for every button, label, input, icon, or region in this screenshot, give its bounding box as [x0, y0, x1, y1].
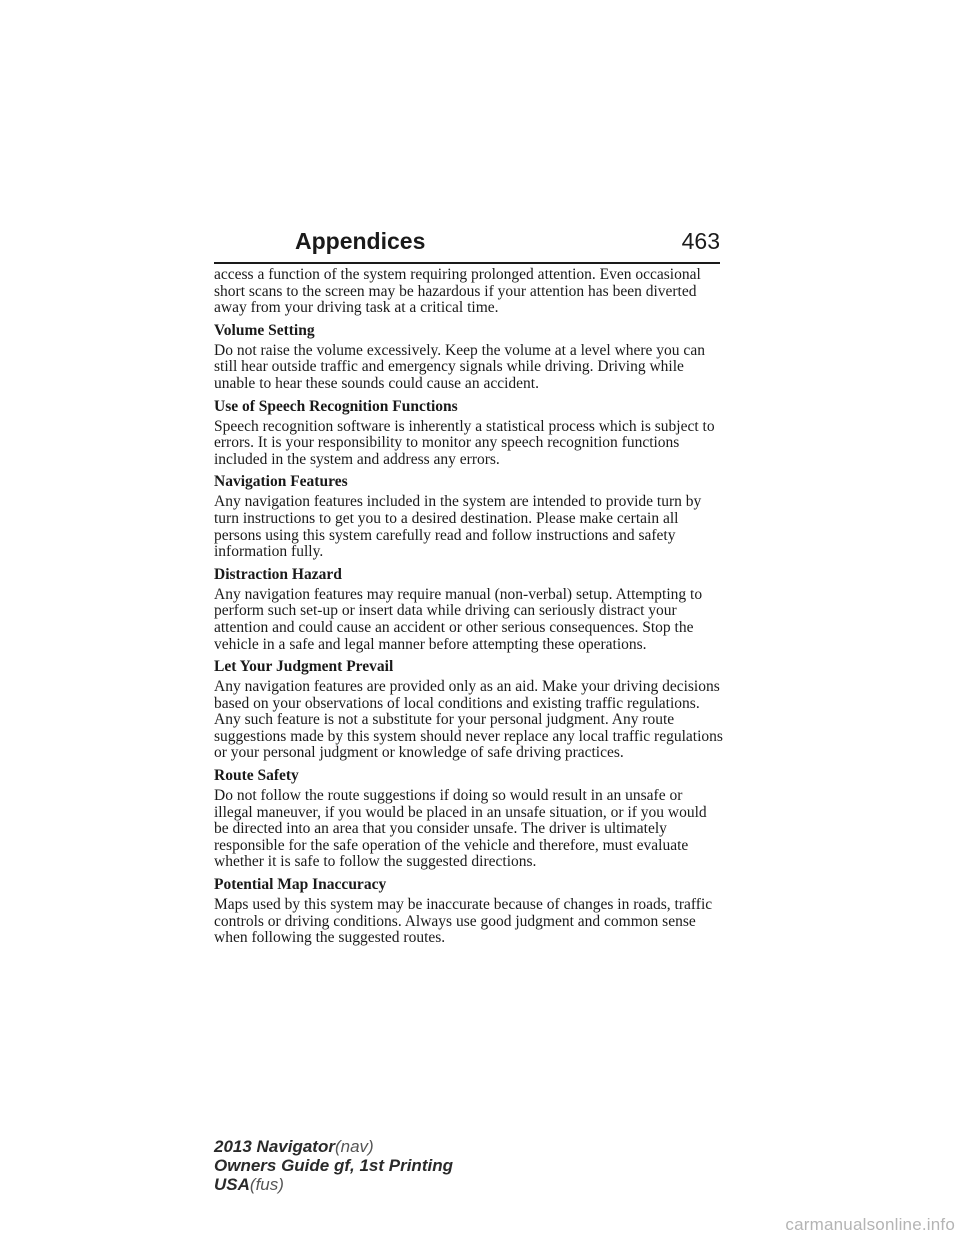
- footer-model-code: (nav): [334, 1137, 374, 1156]
- footer-line-market: [214, 1175, 453, 1194]
- footer-market: USA: [214, 1175, 250, 1194]
- footer-line-model: [214, 1137, 453, 1156]
- header-divider: [214, 262, 720, 264]
- footer-printing: Owners Guide gf, 1st Printing: [214, 1156, 453, 1175]
- section-paragraph: Speech recognition software is inherently a statistical process which is subject to errors. It is your responsibility to monitor any speech recognition functions included in the system and address any errors.: [214, 417, 715, 468]
- page-number: 463: [681, 228, 720, 254]
- section-heading: Distraction Hazard: [214, 565, 342, 583]
- intro-paragraph: access a function of the system requiring prolonged attention. Even occasional short scans to the screen may be hazardous if your attention has been diverted away from your driving task at a critical time.: [214, 266, 701, 317]
- section-paragraph: Maps used by this system may be inaccurate because of changes in roads, traffic controls or driving conditions. Always use good judgment and common sense when following the suggested routes.: [214, 896, 713, 947]
- site-watermark: carmanualsonline.info: [785, 1215, 955, 1234]
- page-body: [214, 267, 724, 952]
- print-footer: [214, 1137, 453, 1194]
- section-title: Appendices: [295, 228, 426, 254]
- section-heading: Potential Map Inaccuracy: [214, 876, 387, 894]
- section-heading: Navigation Features: [214, 473, 348, 491]
- section-heading: Let Your Judgment Prevail: [214, 658, 394, 676]
- section-paragraph: Any navigation features may require manual (non-verbal) setup. Attempting to perform such set-up or insert data while driving can seriously distract your attention and could cause an accident or other serious consequences. Stop the vehicle in a safe and legal manner before attempting these operations.: [214, 585, 703, 653]
- section-heading: Volume Setting: [214, 321, 315, 339]
- page-header: [214, 228, 720, 260]
- section-paragraph: Do not raise the volume excessively. Keep the volume at a level where you can still hear outside traffic and emergency signals while driving. Driving while unable to hear these sounds could cause an accident.: [214, 341, 705, 392]
- footer-market-code: (fus): [249, 1175, 284, 1194]
- section-paragraph: Do not follow the route suggestions if doing so would result in an unsafe or illegal maneuver, if you would be placed in an unsafe situation, or if you would be directed into an area that you consider unsafe. The driver is ultimately responsible for the safe operation of the vehicle and therefore, must evaluate whether it is safe to follow the suggested directions.: [214, 787, 707, 871]
- section-heading: Route Safety: [214, 767, 299, 785]
- section-heading: Use of Speech Recognition Functions: [214, 397, 458, 415]
- footer-model: 2013 Navigator: [214, 1137, 335, 1156]
- section-paragraph: Any navigation features included in the system are intended to provide turn by turn instructions to get you to a desired destination. Please make certain all persons using this system carefully read and follow instructions and safety information fully.: [214, 493, 702, 561]
- section-paragraph: Any navigation features are provided only as an aid. Make your driving decisions based on your observations of local conditions and existing traffic regulations. Any such feature is not a substitute for your personal judgment. Any route suggestions made by this system should never replace any local traffic regulations or your personal judgment or knowledge of safe driving practices.: [214, 678, 723, 762]
